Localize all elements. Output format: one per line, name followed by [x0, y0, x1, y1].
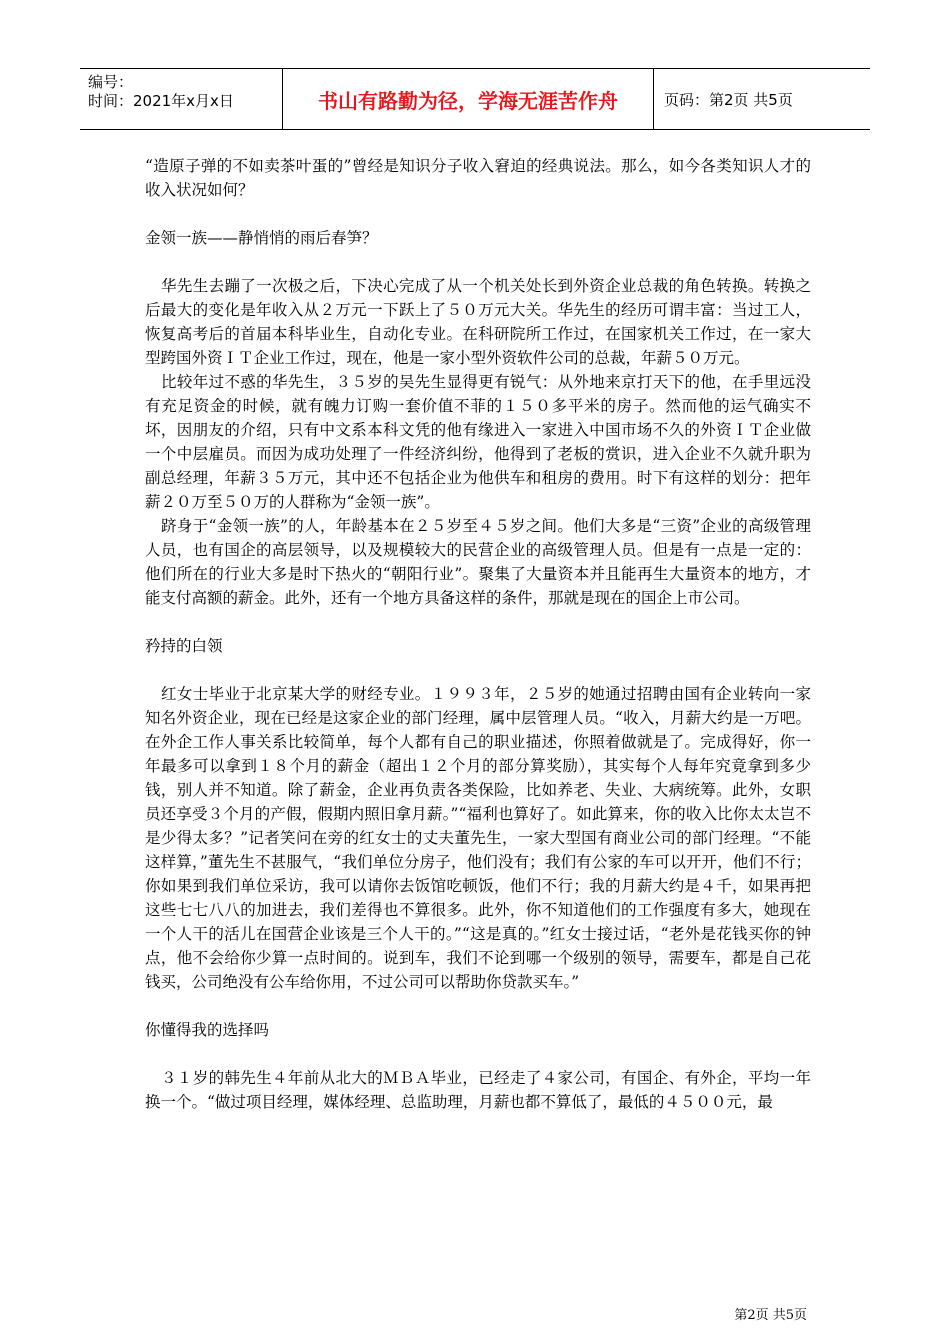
- header-page-label: 页码：第2页 共5页: [664, 90, 793, 109]
- intro-paragraph: “造原子弹的不如卖茶叶蛋的”曾经是知识分子收入窘迫的经典说法。那么，如今各类知识人才的收入状况如何？: [145, 157, 811, 199]
- paragraph-hong: 红女士毕业于北京某大学的财经专业。１９９３年，２５岁的她通过招聘由国有企业转向一家知名外资企业，现在已经是这家企业的部门经理，属中层管理人员。“收入，月薪大约是一万吧。在外企工作人事关系比较简单，每个人都有自己的职业描述，你照着做就是了。完成得好，你一年最多可以拿到１８个月的薪金（超出１２个月的部分算奖励），其实每个人每年究竟拿到多少钱，别人并不知道。除了薪金，企业再负责各类保险，比如养老、失业、大病统筹。此外，女职员还享受３个月的产假，假期内照旧拿月薪。”“福利也算好了。如此算来，你的收入比你太太岂不是少得太多？”记者笑问在旁的红女士的丈夫董先生，一家大型国有商业公司的部门经理。“不能这样算，”董先生不甚服气，“我们单位分房子，他们没有；我们有公家的车可以开开，他们不行；你如果到我们单位采访，我可以请你去饭馆吃顿饭，他们不行；我的月薪大约是４千，如果再把这些七七八八的加进去，我们差得也不算很多。此外，你不知道他们的工作强度有多大，她现在一个人干的活儿在国营企业该是三个人干的。”“这是真的。”红女士接过话，“老外是花钱买你的钟点，他不会给你少算一点时间的。说到车，我们不论到哪一个级别的领导，需要车，都是自己花钱买，公司绝没有公车给你用，不过公司可以帮助你贷款买车。”: [145, 685, 811, 991]
- header-meta: [80, 69, 282, 129]
- section-title-white-collar: 矜持的白领: [145, 637, 223, 655]
- section-title-gold-collar: 金领一族——静悄悄的雨后春笋？: [145, 229, 378, 247]
- motto: 书山有路勤为径，学海无涯苦作舟: [282, 69, 654, 129]
- document-body: [145, 154, 811, 1114]
- paragraph-gold-collar-profile: 跻身于“金领一族”的人，年龄基本在２５岁至４５岁之间。他们大多是“三资”企业的高级管理人员，也有国企的高层领导，以及规模较大的民营企业的高级管理人员。但是有一点是一定的：他们所在的行业大多是时下热火的“朝阳行业”。聚集了大量资本并且能再生大量资本的地方，才能支付高额的薪金。此外，还有一个地方具备这样的条件，那就是现在的国企上市公司。: [145, 517, 811, 607]
- number-label: 编号：: [88, 73, 134, 91]
- date-label: 时间：2021年x月x日: [88, 92, 234, 110]
- page-footer: 第2页 共5页: [734, 1308, 807, 1323]
- paragraph-wu: 比较年过不惑的华先生，３５岁的吴先生显得更有锐气：从外地来京打天下的他，在手里远没有充足资金的时候，就有魄力订购一套价值不菲的１５０多平米的房子。然而他的运气确实不坏，因朋友的介绍，只有中文系本科文凭的他有缘进入一家进入中国市场不久的外资ＩＴ企业做一个中层雇员。而因为成功处理了一件经济纠纷，他得到了老板的赏识，进入企业不久就升职为副总经理，年薪３５万元，其中还不包括企业为他供车和租房的费用。时下有这样的划分：把年薪２０万至５０万的人群称为“金领一族”。: [145, 373, 811, 511]
- paragraph-hua: 华先生去蹦了一次极之后，下决心完成了从一个机关处长到外资企业总裁的角色转换。转换之后最大的变化是年收入从２万元一下跃上了５０万元大关。华先生的经历可谓丰富：当过工人，恢复高考后的首届本科毕业生，自动化专业。在科研院所工作过，在国家机关工作过，在一家大型跨国外资ＩＴ企业工作过，现在，他是一家小型外资软件公司的总裁，年薪５０万元。: [145, 277, 811, 367]
- section-title-choice: 你懂得我的选择吗: [145, 1021, 270, 1039]
- page-header: [80, 68, 870, 130]
- paragraph-han: ３１岁的韩先生４年前从北大的ＭＢＡ毕业，已经走了４家公司，有国企、有外企，平均一年换一个。“做过项目经理，媒体经理、总监助理，月薪也都不算低了，最低的４５００元，最: [145, 1069, 811, 1111]
